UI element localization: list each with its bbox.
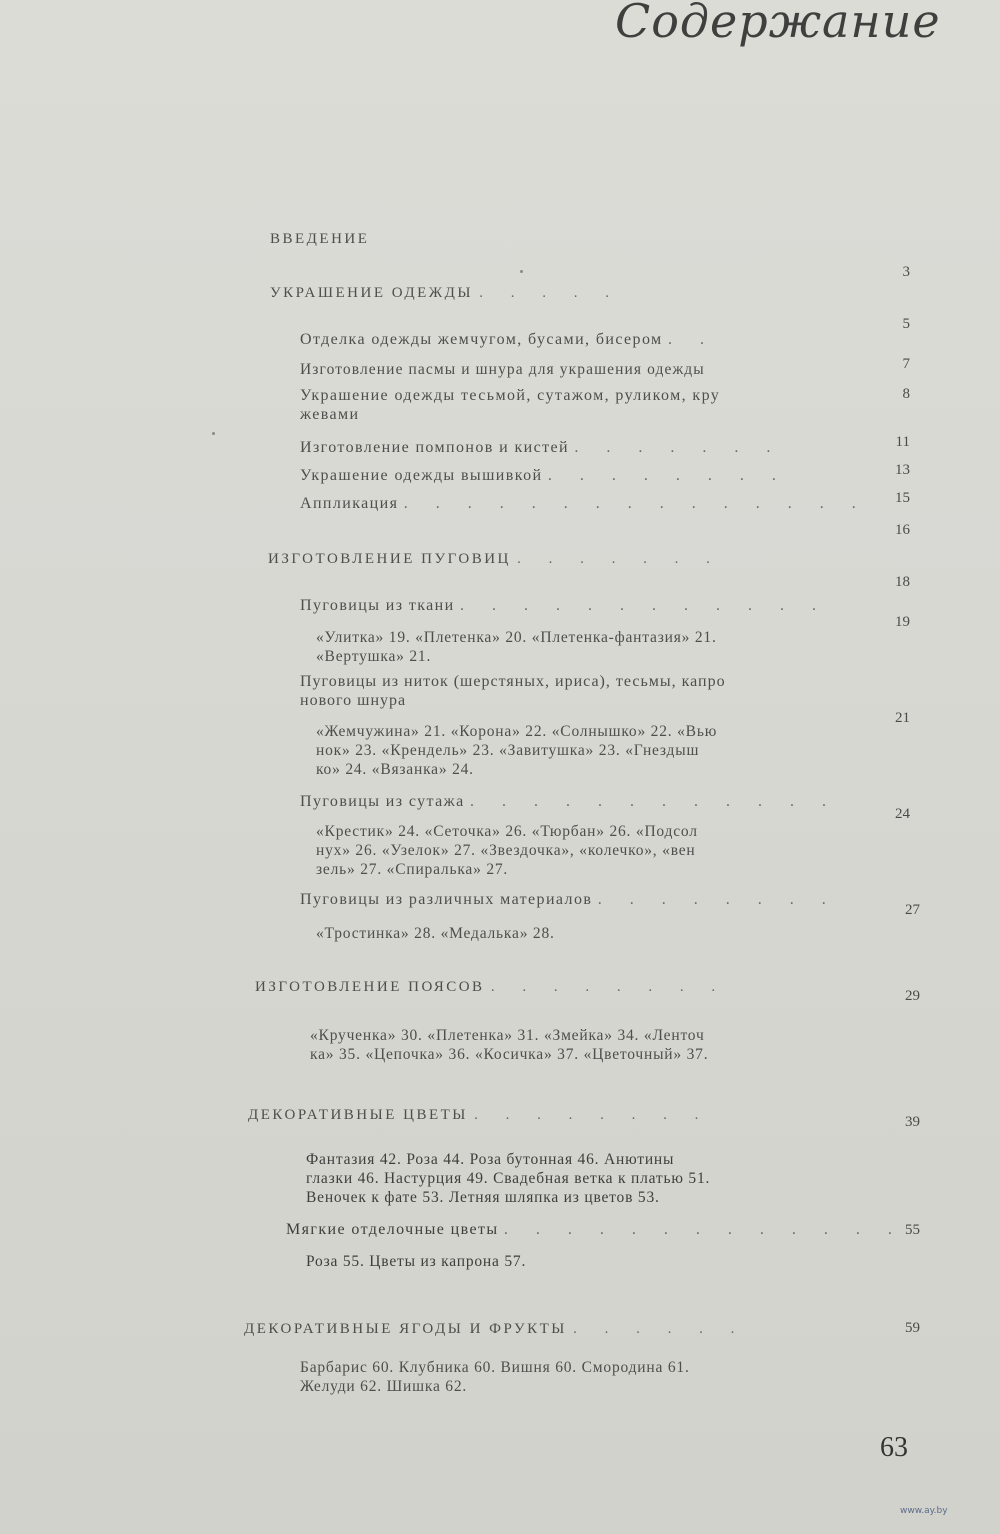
toc-entry-section — [268, 550, 722, 569]
toc-entry — [300, 438, 782, 457]
paper-speck — [520, 270, 523, 273]
toc-item-line: Роза 55. Цветы из капрона 57. — [306, 1253, 527, 1270]
leader-dots: . . . . . . . . — [547, 467, 788, 484]
paper-speck — [212, 432, 215, 435]
toc-entry-label: ВВЕДЕНИЕ — [270, 231, 370, 247]
toc-page-number: 15 — [895, 490, 910, 506]
toc-item-line: «Крестик» 24. «Сеточка» 26. «Тюрбан» 26. «Подсол — [316, 823, 698, 840]
toc-page-number: 7 — [902, 356, 910, 372]
toc-entry-label: Украшение одежды вышивкой — [300, 467, 543, 484]
leader-dots: . . . . . . . . . . . . — [460, 597, 828, 614]
toc-page-number: 3 — [902, 264, 910, 280]
toc-item-list — [306, 1252, 526, 1271]
toc-item-line: глазки 46. Настурция 49. Свадебная ветка к платью 51. — [306, 1170, 711, 1187]
toc-entry-label: жевами — [300, 406, 360, 423]
page-number-folio: 63 — [880, 1432, 908, 1463]
watermark: www.ay.by — [900, 1506, 948, 1516]
toc-item-line: нок» 23. «Крендель» 23. «Завитушка» 23. «Гнездыш — [316, 742, 700, 759]
toc-entry-section — [244, 1320, 746, 1339]
toc-entry-section — [255, 978, 727, 997]
toc-entry — [300, 672, 726, 710]
toc-page-number: 8 — [902, 386, 910, 402]
toc-entry-label: ИЗГОТОВЛЕНИЕ ПОЯСОВ — [255, 979, 485, 995]
toc-item-line: Барбарис 60. Клубника 60. Вишня 60. Смородина 61. — [300, 1359, 690, 1376]
toc-entry-label: ДЕКОРАТИВНЫЕ ЦВЕТЫ — [248, 1107, 468, 1123]
toc-entry — [300, 494, 868, 513]
toc-page-number: 29 — [905, 988, 920, 1004]
toc-entry — [300, 360, 705, 379]
toc-item-line: Желуди 62. Шишка 62. — [300, 1378, 468, 1395]
toc-page-number: 39 — [905, 1114, 920, 1130]
toc-entry-label: Мягкие отделочные цветы — [286, 1221, 499, 1238]
toc-item-line: Веночек к фате 53. Летняя шляпка из цветов 53. — [306, 1189, 660, 1206]
toc-entry — [286, 1220, 904, 1239]
toc-item-line: «Вертушка» 21. — [316, 648, 432, 665]
toc-item-line: «Жемчужина» 21. «Корона» 22. «Солнышко» 22. «Вью — [316, 723, 718, 740]
toc-item-list — [316, 722, 717, 779]
toc-entry-label: ДЕКОРАТИВНЫЕ ЯГОДЫ И ФРУКТЫ — [244, 1321, 567, 1337]
toc-page-number: 16 — [895, 522, 910, 538]
toc-entry-label: Отделка одежды жемчугом, бусами, бисером — [300, 331, 663, 348]
toc-entry-label: Пуговицы из ниток (шерстяных, ириса), тесьмы, капро — [300, 673, 726, 690]
toc-page-number: 27 — [905, 902, 920, 918]
toc-page-number: 11 — [895, 434, 910, 450]
toc-entry-introduction — [270, 230, 369, 249]
leader-dots: . . — [667, 331, 716, 348]
toc-page-number: 24 — [895, 806, 910, 822]
toc-entry-label: Пуговицы из сутажа — [300, 793, 465, 810]
toc-entry-label: Украшение одежды тесьмой, сутажом, руликом, кру — [300, 387, 721, 404]
page-title: Содержание — [615, 0, 941, 48]
toc-page-number: 59 — [905, 1320, 920, 1336]
toc-item-list — [316, 628, 717, 666]
toc-entry-label: Пуговицы из ткани — [300, 597, 455, 614]
leader-dots: . . . . . — [479, 285, 621, 301]
toc-entry-label: Аппликация — [300, 495, 399, 512]
leader-dots: . . . . . . . . — [490, 979, 728, 995]
toc-item-line: Фантазия 42. Роза 44. Роза бутонная 46. Анютины — [306, 1151, 675, 1168]
toc-item-list — [316, 924, 555, 943]
toc-entry-label: ИЗГОТОВЛЕНИЕ ПУГОВИЦ — [268, 551, 511, 567]
toc-entry — [300, 596, 828, 615]
toc-item-line: «Улитка» 19. «Плетенка» 20. «Плетенка-фантазия» 21. — [316, 629, 717, 646]
leader-dots: . . . . . . . . . . . . — [469, 793, 838, 810]
toc-item-list — [300, 1358, 690, 1396]
toc-entry-label: УКРАШЕНИЕ ОДЕЖДЫ — [270, 285, 473, 301]
leader-dots: . . . . . . . . — [474, 1107, 711, 1123]
toc-page-number: 19 — [895, 614, 910, 630]
toc-entry — [300, 792, 838, 811]
toc-page-number: 18 — [895, 574, 910, 590]
toc-item-line: зель» 27. «Спиралька» 27. — [316, 861, 509, 878]
toc-item-line: ко» 24. «Вязанка» 24. — [316, 761, 474, 778]
toc-entry-label: Пуговицы из различных материалов — [300, 891, 593, 908]
leader-dots: . . . . . . — [573, 1321, 747, 1337]
toc-item-list — [310, 1026, 708, 1064]
leader-dots: . . . . . . . . — [597, 891, 838, 908]
toc-entry — [300, 890, 838, 909]
toc-entry — [300, 386, 720, 424]
toc-page-number: 21 — [895, 710, 910, 726]
toc-page-number: 13 — [895, 462, 910, 478]
toc-item-list — [316, 822, 698, 879]
leader-dots: . . . . . . . — [517, 551, 722, 567]
toc-item-line: «Крученка» 30. «Плетенка» 31. «Змейка» 34. «Ленточ — [310, 1027, 705, 1044]
toc-item-line: ка» 35. «Цепочка» 36. «Косичка» 37. «Цветочный» 37. — [310, 1046, 709, 1063]
toc-entry-section — [248, 1106, 710, 1125]
leader-dots: . . . . . . . . . . . . . . . — [403, 495, 868, 512]
toc-entry-label: Изготовление пасмы и шнура для украшения одежды — [300, 361, 705, 378]
leader-dots: . . . . . . . — [574, 439, 783, 456]
toc-entry-label: нового шнура — [300, 692, 407, 709]
toc-entry — [300, 330, 716, 349]
toc-page-number: 5 — [902, 316, 910, 332]
toc-page-number: 55 — [905, 1222, 920, 1238]
toc-item-list — [306, 1150, 710, 1207]
toc-item-line: нух» 26. «Узелок» 27. «Звездочка», «колечко», «вен — [316, 842, 696, 859]
toc-entry-label: Изготовление помпонов и кистей — [300, 439, 569, 456]
toc-entry-section — [270, 284, 621, 303]
toc-item-line: «Тростинка» 28. «Медалька» 28. — [316, 925, 555, 942]
leader-dots: . . . . . . . . . . . . . — [503, 1221, 904, 1238]
toc-entry — [300, 466, 788, 485]
